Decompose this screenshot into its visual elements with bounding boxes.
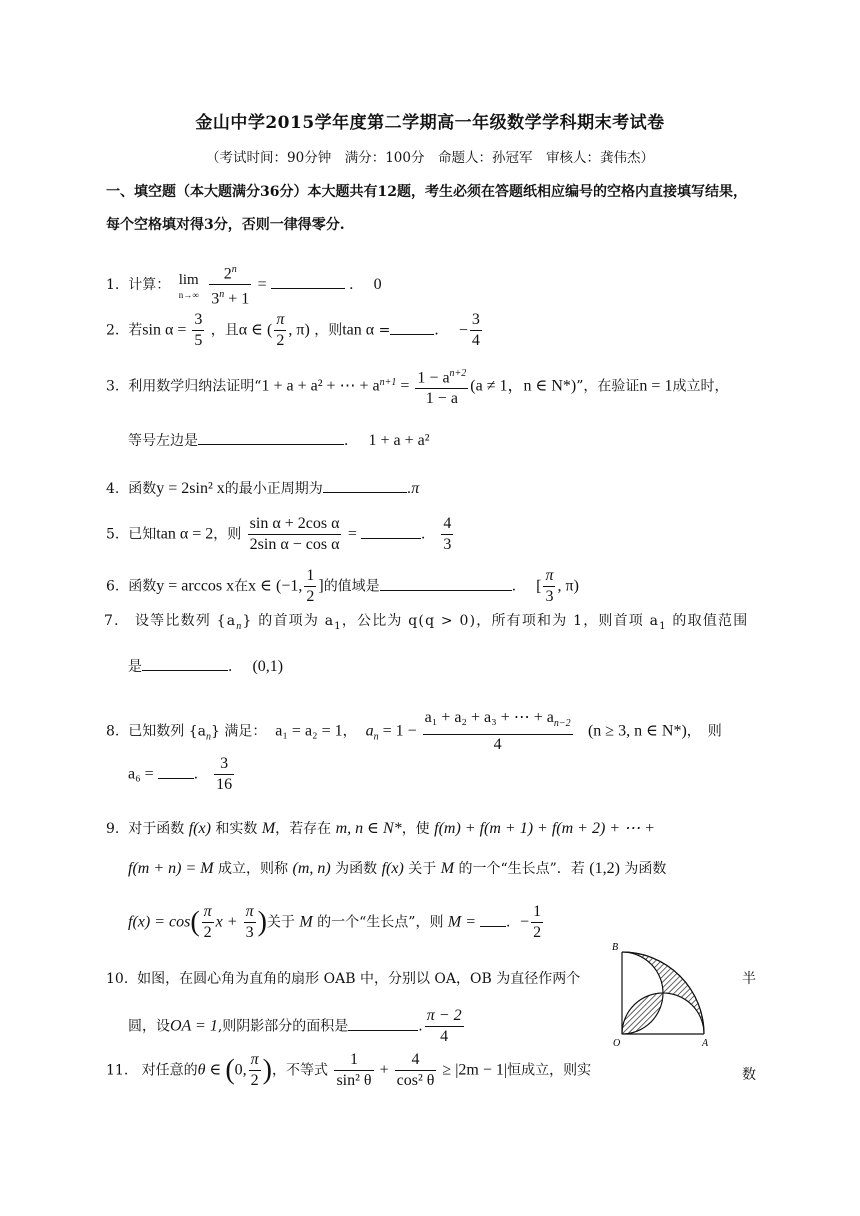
math-expression: tan α [342,321,375,339]
answer-blank[interactable] [348,1016,418,1031]
answer-blank[interactable] [390,320,434,335]
equals-sign: = [347,525,361,543]
label-a: A [702,1038,709,1049]
question-3 [106,364,728,409]
exponent: n+2 [449,368,467,379]
question-number: 6. [106,578,120,595]
question-text: 对于函数 [128,821,189,837]
fraction-numerator: 1 [306,567,315,584]
answer-denominator: 3 [443,536,452,553]
equals-sign: = [396,377,414,395]
question-text: ， [342,723,357,740]
question-text: 对任意的 [141,1062,198,1079]
question-7-line-2 [128,656,283,676]
fraction-numerator: 4 [411,1051,420,1068]
subscript: 1 [659,620,667,632]
question-text: ，则 [314,322,343,339]
period: ． [506,914,521,931]
fraction-denominator: 5 [194,332,203,349]
math-expression: f(m) + f(m + 1) + f(m + 2) + ⋯ + [434,820,655,837]
fraction-numerator: sin α + 2cos α [249,515,340,532]
question-10-line-end: 半 [742,971,756,987]
question-4 [106,478,419,498]
question-5 [106,514,455,555]
math-expression: f(x) [381,860,404,877]
fraction-numerator: 1 [350,1051,359,1068]
math-expression: (1,2) [589,860,620,877]
left-paren: ( [190,906,200,938]
right-paren: ) [262,1054,272,1086]
question-text: ，若存在 [275,821,336,837]
exam-subtitle: （考试时间：90分钟 满分：100分 命题人：孙冠军 审核人：龚伟杰） [206,150,654,166]
fraction-denominator: 2 [249,1070,261,1091]
question-text: } 的首项为 a [242,613,335,629]
math-expression: M [261,820,276,837]
question-text: ， 则 [686,723,722,740]
answer-text: [ [536,577,542,595]
question-text: 恒成立，则实 [507,1062,592,1079]
question-2 [106,310,484,351]
math-expression: M = [447,913,481,931]
math-expression: 1 + a + a² + ⋯ + a [261,377,380,395]
question-text: 若 [128,322,143,339]
question-8 [106,708,722,755]
answer-blank[interactable] [142,656,228,671]
question-text: ，使 [401,821,435,837]
fraction-numerator: 2 [223,265,232,283]
answer-blank[interactable] [271,274,345,289]
answer-denominator: 3 [543,586,555,607]
question-text: 圆，设 [128,1018,170,1035]
question-text: 是 [128,659,142,675]
period: . [418,1018,423,1035]
question-number: 4. [106,481,120,497]
limit-subscript: n→∞ [178,289,199,300]
answer-text: , π) [557,577,579,595]
question-text: ，且 [210,322,239,339]
question-text: 成立，则称 [213,861,293,877]
answer-blank[interactable] [380,576,512,591]
math-expression: M [299,913,313,931]
question-text: 成立时， [672,378,729,395]
question-text: 为函数 [330,861,382,877]
question-3-line-2 [128,430,430,450]
label-o: O [613,1038,621,1049]
question-text: 的最小正周期为 [224,481,323,497]
answer-blank[interactable] [323,478,407,493]
question-9-line-3 [128,902,545,943]
question-text: ，公比为 q(q > 0)，所有项和为 1，则首项 a [341,613,660,629]
question-number: 8. [106,723,120,740]
left-paren: ( [225,1054,235,1086]
fraction-denominator: 2sin α − cos α [249,536,340,553]
period: ． [228,659,242,675]
math-expression: ] [318,577,324,595]
question-text: 等号左边是 [128,433,198,449]
answer-denominator: 16 [216,776,233,793]
question-text: 已知数列 {a [128,723,206,740]
sector-figure [612,936,716,1050]
math-expression: y = 2sin² x [156,480,225,497]
question-11 [106,1050,591,1091]
question-text: 函数 [128,578,157,595]
question-text: 在 [234,578,249,595]
sector-diagram [612,936,716,1050]
math-expression: tan α = 2 [156,525,214,543]
answer-blank[interactable] [198,430,344,445]
answer-numerator: 3 [471,311,480,328]
math-expression: a₆ = [128,765,158,783]
math-expression: , π) [288,321,310,339]
question-text: 设等比数列 {a [134,613,237,629]
answer-numerator: 1 [533,903,542,920]
math-expression: M [440,860,455,877]
math-expression: sin α = [142,321,191,339]
math-expression: y = arccos x [156,577,235,595]
question-10 [106,968,580,988]
fraction-denominator: 2 [274,330,286,351]
question-text: ，不等式 [272,1062,328,1079]
question-text: 已知 [128,526,157,543]
question-number: 9. [106,821,120,837]
fraction-denominator: 1 − a [415,388,468,409]
question-7 [104,610,756,632]
question-number: 3. [106,378,120,395]
question-text: 和实数 [210,821,262,837]
exponent: n [231,264,237,275]
question-text: 如图，在圆心角为直角的扇形 OAB 中，分别以 OA，OB 为直径作两个 [137,971,581,987]
math-expression: m, n ∈ N* [335,820,402,837]
answer-blank[interactable] [158,764,194,779]
question-text: 利用数学归纳法证明“ [128,378,262,395]
math-expression: = 1 − [378,722,421,740]
plus-sign: + [375,1061,393,1079]
math-expression: a₁ = a₂ = 1 [275,722,343,740]
label-b: B [612,942,619,953]
question-6 [106,566,579,607]
math-expression: f(x) [188,820,211,837]
question-11-line-end: 数 [742,1067,756,1083]
question-text: } 满足： [210,723,267,740]
question-text: ,则阴影部分的面积是 [217,1018,349,1035]
answer-text: − [458,321,468,339]
fraction-numerator: a₁ + a₂ + a₃ + ⋯ + a [424,709,554,726]
subscript: n [205,731,211,743]
math-expression: a [365,722,374,740]
question-text: 的一个“生长点”．若 [454,861,590,877]
math-expression: f(x) = cos [128,913,191,931]
answer-blank[interactable] [480,912,506,927]
subscript: n−2 [553,718,571,730]
answer-numerator: π [545,567,554,584]
condition: (n ≥ 3, n ∈ N*) [587,722,687,740]
fraction-denominator: sin² θ [336,1072,372,1089]
answer-text: − [520,913,530,931]
exponent: n+1 [379,377,397,389]
question-text: 计算： [128,276,171,293]
math-expression: f(m + n) = M [128,860,214,877]
question-text: 的值域是 [323,578,380,595]
question-number: 11. [106,1062,129,1079]
fraction-numerator: 3 [194,311,203,328]
subscript: n [373,731,379,743]
shaded-lens [622,993,663,1034]
equals-sign: = [257,275,271,293]
question-text: 关于 [403,861,441,877]
answer-numerator: 3 [220,755,229,772]
math-expression: θ ∈ [197,1061,226,1079]
question-10-line-2 [128,1006,466,1047]
question-8-line-2 [128,754,236,795]
period: ． [193,766,208,783]
question-9 [106,818,655,838]
answer-text: (0,1) [252,658,284,675]
right-paren: ) [257,906,267,938]
question-9-line-2 [128,858,666,878]
exam-title: 金山中学2015学年度第二学期高一年级数学学科期末考试卷 [195,113,665,133]
question-number: 2. [106,322,120,339]
question-1 [106,260,382,310]
answer-text: π [411,480,420,497]
fraction-denominator: cos² θ [396,1072,435,1089]
condition: (a ≠ 1，n ∈ N*) [470,377,577,395]
question-number: 5. [106,526,120,543]
equals-sign: = [374,322,391,339]
math-expression: x ∈ (−1, [248,577,303,595]
question-text: 的一个“生长点”，则 [312,914,448,931]
fraction-denominator: 4 [423,734,573,755]
fraction-numerator: 1 − a [417,369,450,387]
answer-denominator: 4 [425,1026,464,1047]
answer-denominator: 2 [533,924,542,941]
period: ． [344,433,358,449]
fraction-numerator: π [276,311,285,328]
question-number: 1. [106,276,120,293]
answer-blank[interactable] [361,524,421,539]
period: ． [420,526,435,543]
fraction-denominator: 3 [211,290,220,308]
answer-denominator: 4 [471,332,480,349]
question-text: 的取值范围 [666,613,749,629]
math-expression: (m, n) [292,860,331,877]
math-expression: 0, [234,1061,247,1079]
math-expression: OA = 1 [170,1017,218,1035]
math-expression: n = 1 [639,377,673,395]
fraction-denominator: 3 [244,922,256,943]
answer-text: 0 [373,275,382,293]
question-text: 关于 [266,914,300,931]
question-text: 函数 [128,481,157,497]
question-text: 为函数 [619,861,667,877]
period: ． [434,322,449,339]
fraction-numerator: π [250,1051,259,1068]
question-number: 10. [106,971,129,987]
math-expression: α ∈ ( [238,321,273,339]
question-text: ，则 [213,526,242,543]
answer-numerator: 4 [443,515,452,532]
subscript: 1 [334,620,342,632]
math-expression: ≥ |2m − 1| [438,1061,508,1079]
subscript: n [236,620,243,632]
fraction-numerator: π [245,903,254,920]
period: . [406,481,412,497]
answer-text: 1 + a + a² [368,432,430,449]
fraction-denominator-tail: + 1 [224,290,250,308]
question-number: 7． [104,613,130,629]
answer-numerator: π − 2 [426,1007,462,1024]
exponent: n [219,289,225,301]
section-1-instructions: 一、填空题（本大题满分36分）本大题共有12题，考生必须在答题纸相应编号的空格内直接填写结果，每个空格填对得3分，否则一律得零分. [106,184,747,233]
question-text: ”，在验证 [576,378,640,395]
period: ． [349,276,364,293]
fraction-numerator: π [203,903,212,920]
period: ． [511,578,526,595]
fraction-denominator: 2 [306,588,315,605]
fraction-denominator: 2 [202,922,214,943]
limit-symbol: lim [178,271,199,288]
math-expression: x + [215,913,242,931]
